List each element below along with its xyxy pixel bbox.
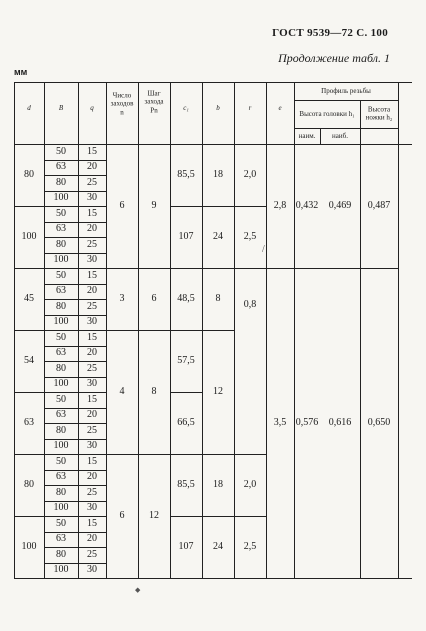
table-rule <box>106 330 138 331</box>
cell-c1: 66,5 <box>177 417 195 428</box>
document-code: ГОСТ 9539—72 С. 100 <box>272 27 388 39</box>
table-rule <box>106 454 138 455</box>
cell-q: 20 <box>87 285 97 297</box>
table-rule <box>294 128 398 129</box>
cell-d: 45 <box>24 293 34 304</box>
cell-Pn: 9 <box>151 200 157 211</box>
cell-q: 25 <box>87 238 97 250</box>
table-rule <box>294 100 398 101</box>
cell-B: 80 <box>56 486 66 498</box>
cell-B: 100 <box>53 564 69 576</box>
table-rule <box>294 82 295 579</box>
cell-B: 63 <box>56 533 66 545</box>
table-rule <box>202 330 234 331</box>
cell-n: 4 <box>119 386 125 397</box>
column-header-b: b <box>216 103 220 112</box>
cell-q: 30 <box>87 192 97 204</box>
unit-label: мм <box>14 67 28 77</box>
column-header-c1: c₁ <box>183 103 189 112</box>
table-continuation: Продолжение табл. 1 <box>278 51 390 65</box>
cell-h1b: 0,469 <box>328 200 352 211</box>
table-rule <box>44 191 106 192</box>
cell-q: 25 <box>87 424 97 436</box>
cell-c1: 57,5 <box>177 355 195 366</box>
table-rule <box>14 454 44 455</box>
cell-q: 20 <box>87 347 97 359</box>
cell-q: 15 <box>87 393 97 405</box>
cell-c1: 107 <box>178 231 194 242</box>
cell-B: 50 <box>56 331 66 343</box>
table-rule <box>44 423 106 424</box>
column-header-min: наим. <box>298 131 316 140</box>
table-rule <box>170 516 202 517</box>
table-rule <box>234 268 266 269</box>
column-header-n: Число заходов n <box>110 91 134 117</box>
cell-d: 100 <box>21 231 37 242</box>
table-rule <box>360 268 398 269</box>
cell-q: 15 <box>87 455 97 467</box>
cell-b: 18 <box>213 169 223 180</box>
table-rule <box>138 454 170 455</box>
cell-r: 2,0 <box>243 479 257 490</box>
cell-B: 100 <box>53 378 69 390</box>
column-header-profile: Профиль резьбы <box>321 86 371 95</box>
cell-d: 80 <box>24 479 34 490</box>
cell-q: 30 <box>87 254 97 266</box>
table-rule <box>14 578 106 579</box>
data-table <box>14 82 412 579</box>
cell-q: 20 <box>87 223 97 235</box>
cell-B: 50 <box>56 517 66 529</box>
table-rule <box>294 268 320 269</box>
table-rule <box>14 206 44 207</box>
table-rule <box>170 206 202 207</box>
column-header-q: q <box>90 103 94 112</box>
cell-q: 15 <box>87 517 97 529</box>
cell-q: 30 <box>87 440 97 452</box>
column-header-h2: Высота ножки h₂ <box>365 105 393 122</box>
table-rule <box>234 206 266 207</box>
cell-d: 54 <box>24 355 34 366</box>
table-rule <box>170 268 202 269</box>
table-rule <box>44 315 106 316</box>
cell-n: 6 <box>119 510 125 521</box>
table-rule <box>266 268 294 269</box>
table-rule <box>202 268 234 269</box>
table-rule <box>44 470 106 471</box>
cell-B: 80 <box>56 362 66 374</box>
cell-B: 80 <box>56 424 66 436</box>
table-rule <box>14 268 44 269</box>
cell-B: 63 <box>56 471 66 483</box>
table-rule <box>14 82 412 83</box>
cell-B: 50 <box>56 455 66 467</box>
table-rule <box>44 361 106 362</box>
cell-B: 80 <box>56 300 66 312</box>
cell-q: 15 <box>87 269 97 281</box>
cell-B: 80 <box>56 548 66 560</box>
cell-h1b: 0,616 <box>328 417 352 428</box>
cell-q: 30 <box>87 502 97 514</box>
table-rule <box>234 454 266 455</box>
cell-q: 30 <box>87 564 97 576</box>
cell-b: 12 <box>213 386 223 397</box>
cell-q: 20 <box>87 533 97 545</box>
table-rule <box>44 485 106 486</box>
scan-mark: ◆ <box>135 586 141 594</box>
table-rule <box>234 516 266 517</box>
cell-b: 18 <box>213 479 223 490</box>
table-rule <box>14 144 412 145</box>
cell-q: 20 <box>87 161 97 173</box>
table-rule <box>170 392 202 393</box>
scan-mark: / <box>262 244 265 255</box>
cell-q: 20 <box>87 471 97 483</box>
cell-B: 63 <box>56 409 66 421</box>
table-rule <box>44 532 106 533</box>
table-rule <box>14 516 44 517</box>
cell-b: 8 <box>215 293 221 304</box>
cell-B: 100 <box>53 316 69 328</box>
cell-B: 80 <box>56 238 66 250</box>
cell-d: 100 <box>21 541 37 552</box>
table-rule <box>398 82 399 579</box>
cell-q: 25 <box>87 362 97 374</box>
table-rule <box>320 268 360 269</box>
cell-e: 3,5 <box>273 417 287 428</box>
cell-q: 15 <box>87 331 97 343</box>
column-header-B: B <box>58 103 64 112</box>
cell-q: 25 <box>87 176 97 188</box>
cell-r: 2,5 <box>243 541 257 552</box>
cell-h2: 0,487 <box>367 200 391 211</box>
table-rule <box>266 82 267 579</box>
cell-q: 30 <box>87 378 97 390</box>
cell-B: 50 <box>56 269 66 281</box>
cell-q: 25 <box>87 548 97 560</box>
table-rule <box>44 160 106 161</box>
cell-B: 63 <box>56 347 66 359</box>
table-rule <box>44 253 106 254</box>
table-rule <box>44 408 106 409</box>
cell-n: 3 <box>119 293 125 304</box>
table-rule <box>44 284 106 285</box>
column-header-h1: Высота головки h₁ <box>299 109 355 118</box>
table-rule <box>44 346 106 347</box>
cell-h2: 0,650 <box>367 417 391 428</box>
cell-q: 25 <box>87 300 97 312</box>
cell-B: 50 <box>56 393 66 405</box>
cell-r: 2,5 <box>243 231 257 242</box>
cell-c1: 85,5 <box>177 169 195 180</box>
cell-B: 50 <box>56 207 66 219</box>
cell-d: 80 <box>24 169 34 180</box>
table-rule <box>44 501 106 502</box>
cell-B: 80 <box>56 176 66 188</box>
cell-d: 63 <box>24 417 34 428</box>
table-rule <box>106 578 412 579</box>
cell-c1: 107 <box>178 541 194 552</box>
cell-B: 63 <box>56 161 66 173</box>
cell-r: 2,0 <box>243 169 257 180</box>
cell-n: 6 <box>119 200 125 211</box>
column-header-r: r <box>248 103 252 112</box>
table-rule <box>106 268 138 269</box>
cell-q: 30 <box>87 316 97 328</box>
cell-q: 15 <box>87 207 97 219</box>
cell-q: 15 <box>87 145 97 157</box>
table-rule <box>320 128 321 144</box>
table-rule <box>44 439 106 440</box>
cell-B: 100 <box>53 192 69 204</box>
cell-Pn: 12 <box>149 510 159 521</box>
table-rule <box>44 377 106 378</box>
cell-B: 63 <box>56 285 66 297</box>
cell-b: 24 <box>213 541 223 552</box>
cell-h1a: 0,576 <box>295 417 319 428</box>
table-rule <box>44 175 106 176</box>
cell-B: 100 <box>53 502 69 514</box>
table-rule <box>44 237 106 238</box>
cell-B: 50 <box>56 145 66 157</box>
cell-r: 0,8 <box>243 299 257 310</box>
table-rule <box>202 516 234 517</box>
table-rule <box>138 268 170 269</box>
cell-c1: 48,5 <box>177 293 195 304</box>
cell-B: 63 <box>56 223 66 235</box>
column-header-pn: Шаг захода Pn <box>144 89 164 115</box>
cell-q: 20 <box>87 409 97 421</box>
table-rule <box>170 454 202 455</box>
table-rule <box>138 330 170 331</box>
column-header-d: d <box>27 103 31 112</box>
cell-e: 2,8 <box>273 200 287 211</box>
table-rule <box>44 222 106 223</box>
table-rule <box>202 206 234 207</box>
table-rule <box>234 82 235 579</box>
table-rule <box>44 299 106 300</box>
table-rule <box>44 547 106 548</box>
table-rule <box>14 392 44 393</box>
cell-q: 25 <box>87 486 97 498</box>
cell-Pn: 8 <box>151 386 157 397</box>
cell-c1: 85,5 <box>177 479 195 490</box>
table-rule <box>170 330 202 331</box>
table-rule <box>44 563 106 564</box>
cell-B: 100 <box>53 440 69 452</box>
column-header-max: наиб. <box>332 131 348 140</box>
column-header-e: e <box>278 103 282 112</box>
table-rule <box>360 100 361 579</box>
cell-B: 100 <box>53 254 69 266</box>
table-rule <box>202 454 234 455</box>
table-rule <box>14 330 44 331</box>
cell-h1a: 0,432 <box>295 200 319 211</box>
cell-Pn: 6 <box>151 293 157 304</box>
cell-b: 24 <box>213 231 223 242</box>
